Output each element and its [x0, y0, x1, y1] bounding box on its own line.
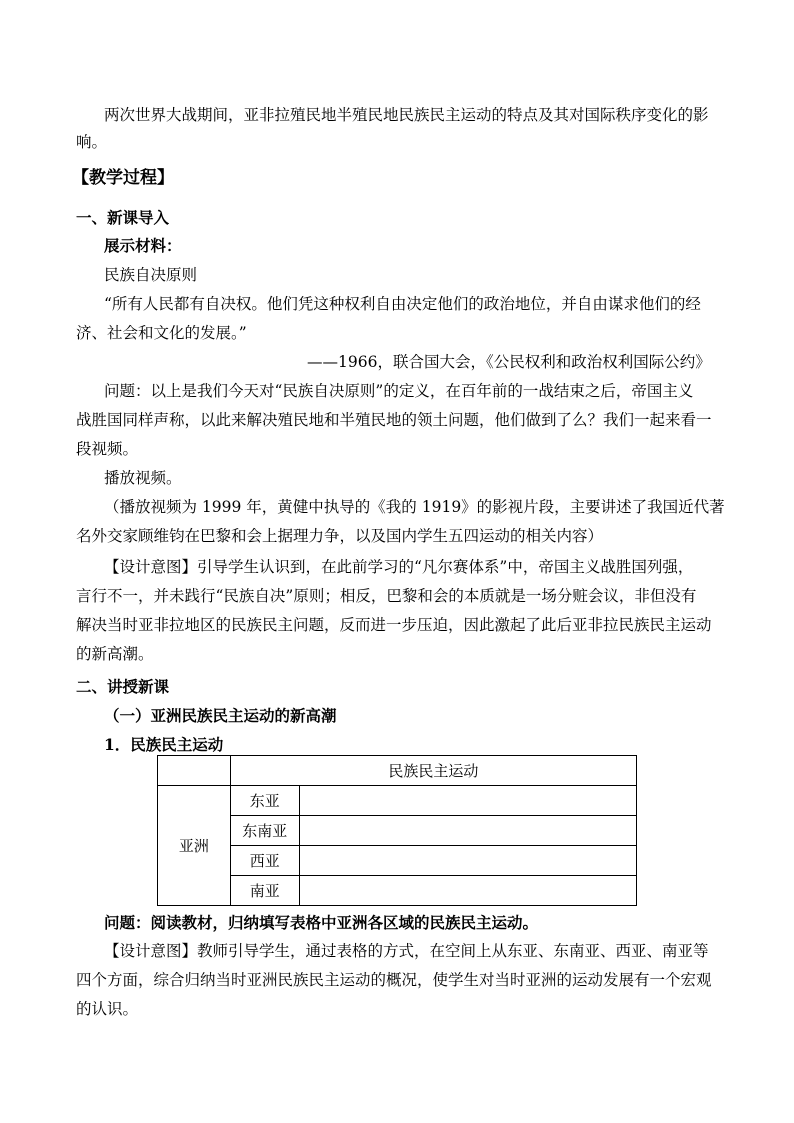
table-region-cell: 南亚	[230, 876, 299, 906]
design-intent-2-line-3: 的认识。	[76, 1000, 139, 1018]
design-intent-1-line-1: 【设计意图】引导学生认识到，在此前学习的“凡尔赛体系”中，帝国主义战胜国列强，	[104, 558, 694, 576]
table-header-row	[158, 756, 637, 786]
table-answer-cell[interactable]	[299, 876, 636, 906]
question-line-1: 问题：以上是我们今天对“民族自决原则”的定义，在百年前的一战结束之后，帝国主义	[104, 382, 694, 400]
intro-line-1: 两次世界大战期间，亚非拉殖民地半殖民地民族民主运动的特点及其对国际秩序变化的影	[104, 106, 709, 124]
part1-heading: 一、新课导入	[76, 208, 170, 227]
show-material-label: 展示材料：	[104, 236, 182, 255]
table-answer-cell[interactable]	[299, 816, 636, 846]
video-note-line-2: 名外交家顾维钧在巴黎和会上据理力争，以及国内学生五四运动的相关内容）	[76, 527, 604, 545]
asia-movements-table	[157, 755, 637, 906]
play-video-text: 播放视频。	[104, 469, 182, 487]
table-region-cell: 西亚	[230, 846, 299, 876]
table-answer-cell[interactable]	[299, 846, 636, 876]
design-intent-2-line-1: 【设计意图】教师引导学生，通过表格的方式，在空间上从东亚、东南亚、西亚、南亚等	[104, 942, 709, 960]
item-1-heading: 1．民族民主运动	[104, 735, 224, 754]
table-row	[158, 786, 637, 816]
table-question: 问题：阅读教材，归纳填写表格中亚洲各区域的民族民主运动。	[104, 913, 539, 932]
quote-source: ——1966，联合国大会，《公民权利和政治权利国际公约》	[307, 353, 711, 371]
part2-subheading: （一）亚洲民族民主运动的新高潮	[104, 706, 337, 725]
question-line-2: 战胜国同样声称，以此来解决殖民地和半殖民地的领土问题，他们做到了么？我们一起来看一	[76, 411, 712, 429]
video-note-line-1: （播放视频为 1999 年，黄健中执导的《我的 1919》的影视片段，主要讲述了我国近代著	[104, 498, 725, 516]
design-intent-1-line-4: 的新高潮。	[76, 645, 154, 663]
intro-line-2: 响。	[76, 133, 108, 151]
material-title: 民族自决原则	[104, 266, 198, 284]
table-region-cell: 东亚	[230, 786, 299, 816]
part2-heading: 二、讲授新课	[76, 677, 170, 696]
question-line-3: 段视频。	[76, 440, 139, 458]
table-region-cell: 东南亚	[230, 816, 299, 846]
quote-line-1: “所有人民都有自决权。他们凭这种权利自由决定他们的政治地位，并自由谋求他们的经	[104, 295, 701, 313]
design-intent-1-line-2: 言行不一，并未践行“民族自决”原则；相反，巴黎和会的本质就是一场分赃会议，非但没有	[76, 587, 697, 605]
table-group-cell: 亚洲	[158, 786, 231, 906]
quote-line-2: 济、社会和文化的发展。”	[76, 324, 247, 342]
table-corner-cell	[158, 756, 231, 786]
table-answer-cell[interactable]	[299, 786, 636, 816]
table-header-cell: 民族民主运动	[230, 756, 636, 786]
design-intent-1-line-3: 解决当时亚非拉地区的民族民主问题，反而进一步压迫，因此激起了此后亚非拉民族民主运动	[76, 616, 712, 634]
section-teaching-process: 【教学过程】	[72, 168, 174, 188]
design-intent-2-line-2: 四个方面，综合归纳当时亚洲民族民主运动的概况，使学生对当时亚洲的运动发展有一个宏观	[76, 971, 712, 989]
